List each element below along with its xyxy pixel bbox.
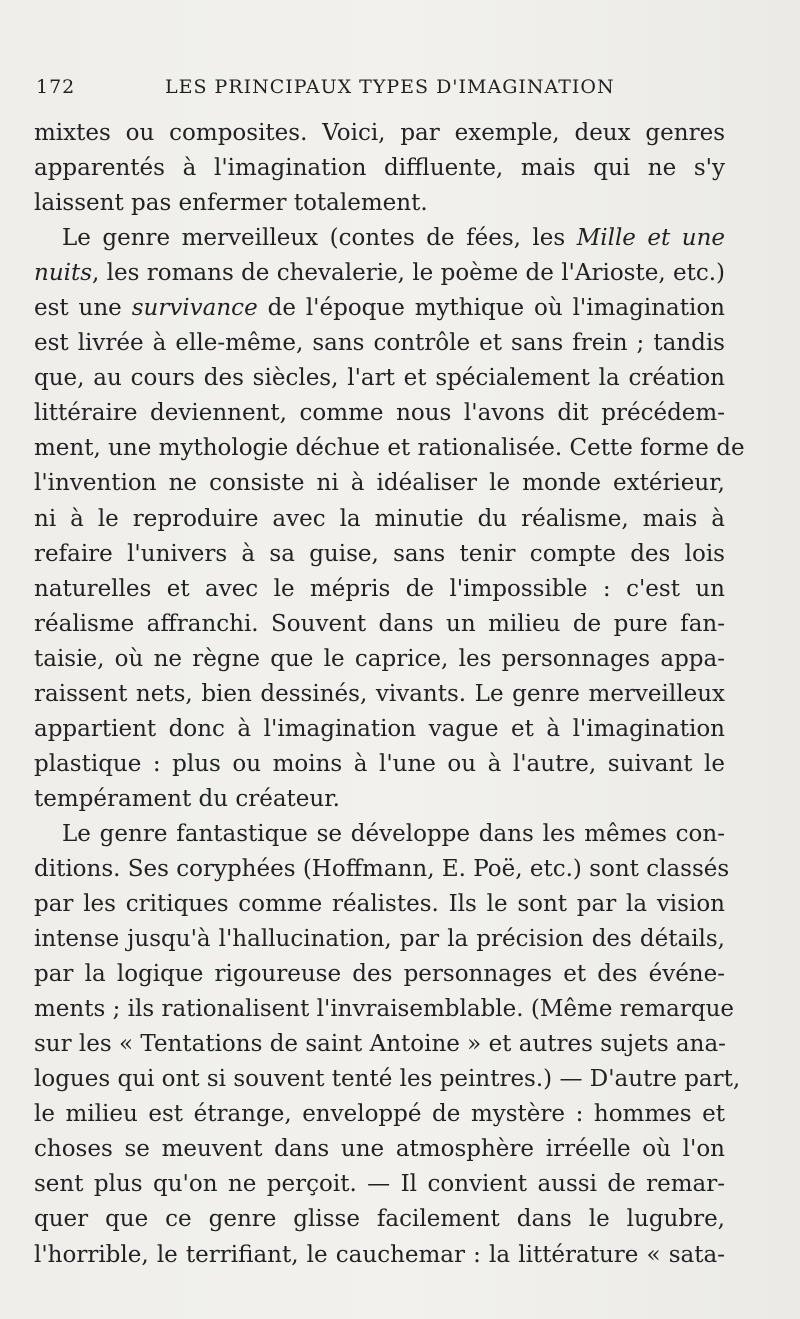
text-line: mixtes ou composites. Voici, par exemple, deux genres bbox=[34, 120, 725, 146]
running-title: LES PRINCIPAUX TYPES D'IMAGINATION bbox=[165, 76, 615, 98]
paragraph-2 bbox=[34, 221, 745, 817]
text-line: littéraire deviennent, comme nous l'avons dit précédem- bbox=[34, 400, 725, 427]
text-line: tempérament du créateur. bbox=[34, 785, 340, 812]
text-line: plastique : plus ou moins à l'une ou à l'autre, suivant le bbox=[34, 750, 725, 777]
text-line: naturelles et avec le mépris de l'impossible : c'est un bbox=[34, 575, 725, 602]
text-line: apparentés à l'imagination diffluente, mais qui ne s'y bbox=[34, 155, 725, 182]
text-line: appartient donc à l'imagination vague et à l'imagination bbox=[34, 715, 725, 742]
paragraph-1 bbox=[34, 116, 725, 221]
page-number: 172 bbox=[36, 76, 76, 98]
text-line: sur les « Tentations de saint Antoine » et autres sujets ana- bbox=[34, 1031, 726, 1058]
text-line: ditions. Ses coryphées (Hoffmann, E. Poë, etc.) sont classés bbox=[34, 855, 730, 882]
text-line: Le genre fantastique se développe dans les mêmes con- bbox=[62, 820, 725, 847]
text-line: nuits, les romans de chevalerie, le poème de l'Arioste, etc.) bbox=[34, 260, 725, 287]
text-line: sent plus qu'on ne perçoit. — Il convient aussi de remar- bbox=[34, 1171, 725, 1198]
text-line: Le genre merveilleux (contes de fées, les Mille et une bbox=[62, 225, 725, 252]
text-line: ment, une mythologie déchue et rationalisée. Cette forme de bbox=[34, 435, 745, 462]
page-header bbox=[30, 72, 740, 102]
text-line: est une survivance de l'époque mythique où l'imagination bbox=[34, 295, 725, 322]
text-line: l'invention ne consiste ni à idéaliser le monde extérieur, bbox=[34, 470, 725, 497]
text-line: logues qui ont si souvent tenté les peintres.) — D'autre part, bbox=[34, 1066, 741, 1093]
italic-text: survivance bbox=[131, 295, 258, 322]
text-line: par les critiques comme réalistes. Ils le sont par la vision bbox=[34, 891, 725, 918]
text-line: quer que ce genre glisse facilement dans le lugubre, bbox=[34, 1206, 725, 1233]
body-text bbox=[34, 116, 745, 1273]
italic-text: Mille et une bbox=[576, 225, 725, 252]
text-line: intense jusqu'à l'hallucination, par la précision des détails, bbox=[34, 926, 725, 953]
text-line: choses se meuvent dans une atmosphère irréelle où l'on bbox=[34, 1136, 725, 1163]
text-line: par la logique rigoureuse des personnages et des événe- bbox=[34, 961, 725, 988]
text-line: ments ; ils rationalisent l'invraisemblable. (Même remarque bbox=[34, 996, 735, 1023]
text-line: est livrée à elle-même, sans contrôle et sans frein ; tandis bbox=[34, 330, 725, 357]
text-line: raissent nets, bien dessinés, vivants. Le genre merveilleux bbox=[34, 680, 725, 707]
text-line: refaire l'univers à sa guise, sans tenir compte des lois bbox=[34, 540, 725, 567]
text-line: le milieu est étrange, enveloppé de mystère : hommes et bbox=[34, 1101, 725, 1128]
text-line: l'horrible, le terrifiant, le cauchemar : la littérature « sata- bbox=[34, 1241, 725, 1268]
text-line: laissent pas enfermer totalement. bbox=[34, 190, 428, 217]
text-line: ni à le reproduire avec la minutie du réalisme, mais à bbox=[34, 505, 725, 532]
paragraph-3 bbox=[34, 817, 741, 1273]
text-line: que, au cours des siècles, l'art et spécialement la création bbox=[34, 365, 725, 392]
text-line: taisie, où ne règne que le caprice, les personnages appa- bbox=[34, 645, 725, 672]
text-line: réalisme affranchi. Souvent dans un milieu de pure fan- bbox=[34, 610, 725, 637]
italic-text: nuits bbox=[34, 260, 93, 287]
